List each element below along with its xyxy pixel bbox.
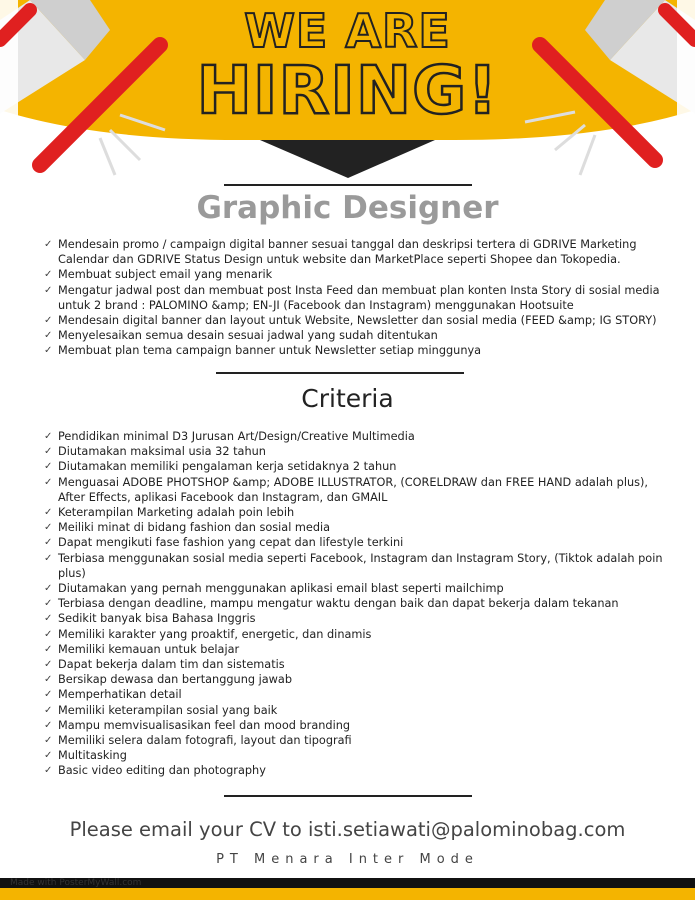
criteria-list [44,429,664,779]
list-item: ✓ Menyelesaikan semua desain sesuai jadwal yang sudah ditentukan [44,328,664,343]
list-item: ✓ Keterampilan Marketing adalah poin lebih [44,505,664,520]
hiring-title [0,4,695,129]
divider-bottom [224,795,472,797]
divider-middle [216,372,464,374]
list-item: ✓ Membuat subject email yang menarik [44,267,664,282]
list-item: ✓ Dapat mengikuti fase fashion yang cepat dan lifestyle terkini [44,535,664,550]
list-item: ✓ Memperhatikan detail [44,687,664,702]
list-item: ✓ Diutamakan memiliki pengalaman kerja setidaknya 2 tahun [44,459,664,474]
list-item: ✓ Memiliki selera dalam fotografi, layout dan tipografi [44,733,664,748]
list-item: ✓ Dapat bekerja dalam tim dan sistematis [44,657,664,672]
list-item: ✓ Mendesain promo / campaign digital banner sesuai tanggal dan deskripsi tertera di GDRIVE Marketing Calendar dan GDRIVE Status Design untuk website dan MarketPlace seperti Shopee dan Tokopedia. [44,237,664,267]
list-item: ✓ Mendesain digital banner dan layout untuk Website, Newsletter dan sosial media (FEED &amp; IG STORY) [44,313,664,328]
list-item: ✓ Terbiasa dengan deadline, mampu mengatur waktu dengan baik dan dapat bekerja dalam tekanan [44,596,664,611]
list-item: ✓ Pendidikan minimal D3 Jurusan Art/Design/Creative Multimedia [44,429,664,444]
title-we-are: WE ARE [244,4,451,58]
list-item: ✓ Bersikap dewasa dan bertanggung jawab [44,672,664,687]
list-item: ✓ Basic video editing dan photography [44,763,664,778]
list-item: ✓ Diutamakan yang pernah menggunakan aplikasi email blast seperti mailchimp [44,581,664,596]
company-name: PT Menara Inter Mode [216,852,479,867]
list-item: ✓ Membuat plan tema campaign banner untuk Newsletter setiap minggunya [44,343,664,358]
list-item: ✓ Menguasai ADOBE PHOTSHOP &amp; ADOBE ILLUSTRATOR, (CORELDRAW dan FREE HAND adalah plus), After Effects, aplikasi Facebook dan Instagram, dan GMAIL [44,475,664,505]
list-item: ✓ Terbiasa menggunakan sosial media seperti Facebook, Instagram dan Instagram Story, (Tiktok adalah poin plus) [44,551,664,581]
list-item: ✓ Sedikit banyak bisa Bahasa Inggris [44,611,664,626]
list-item: ✓ Mampu memvisualisasikan feel dan mood branding [44,718,664,733]
job-title: Graphic Designer [196,190,499,226]
watermark: Made with PosterMyWall.com [10,878,142,888]
list-item: ✓ Diutamakan maksimal usia 32 tahun [44,444,664,459]
list-item: ✓ Memiliki karakter yang proaktif, energetic, dan dinamis [44,627,664,642]
list-item: ✓ Multitasking [44,748,664,763]
title-hiring: HIRING! [196,52,499,129]
duties-list [44,237,664,359]
divider-top [224,184,472,186]
contact-email: Please email your CV to isti.setiawati@palominobag.com [69,818,626,841]
criteria-title: Criteria [301,384,394,413]
header-banner [0,0,695,180]
footer-accent [0,888,695,900]
list-item: ✓ Memiliki kemauan untuk belajar [44,642,664,657]
list-item: ✓ Meiliki minat di bidang fashion dan sosial media [44,520,664,535]
list-item: ✓ Memiliki keterampilan sosial yang baik [44,703,664,718]
list-item: ✓ Mengatur jadwal post dan membuat post Insta Feed dan membuat plan konten Insta Story di sosial media untuk 2 brand : PALOMINO &amp; EN-JI (Facebook dan Instagram) menggunakan Hootsuite [44,283,664,313]
